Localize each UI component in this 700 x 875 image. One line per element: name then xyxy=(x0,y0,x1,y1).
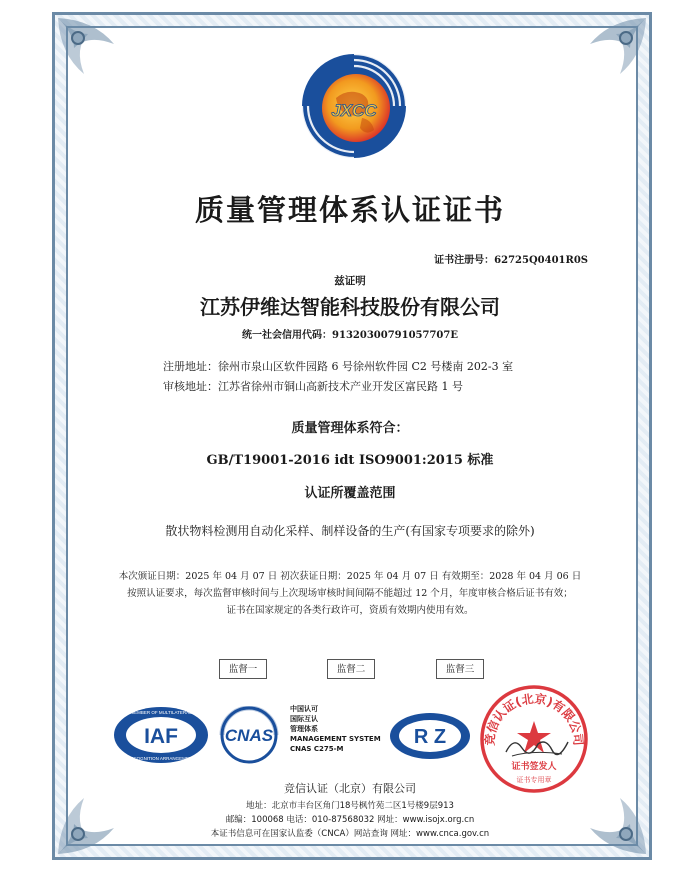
certificate-title: 质量管理体系认证证书 xyxy=(194,193,505,227)
rz-label: R Z xyxy=(413,726,447,748)
iaf-badge xyxy=(112,705,210,765)
footer-contact: 邮编：100068 电话：010-87568032 网址：www.isojx.org.cn xyxy=(225,815,475,825)
conformity-label: 质量管理体系符合： xyxy=(291,421,409,436)
seal-bottom-text: 证书专用章 xyxy=(516,776,552,784)
credit-code: 统一社会信用代码：91320300791057707E xyxy=(242,330,458,341)
dates-line: 本次颁证日期：2025 年 04 月 07 日 初次获证日期：2025 年 04 月 07 日 有效期至：2028 年 04 月 06 日 xyxy=(118,571,582,582)
footer-query: 本证书信息可在国家认监委（CNCA）网站查询 网址：www.cnca.gov.cn xyxy=(210,829,490,839)
issuer-name: 竞信认证（北京）有限公司 xyxy=(284,782,416,795)
signature-mark xyxy=(502,730,572,760)
rz-badge xyxy=(388,711,472,761)
corner-ornament-icon xyxy=(586,794,650,858)
audit-address: 审核地址：江苏省徐州市铜山高新技术产业开发区富民路 1 号 xyxy=(163,380,463,393)
notice-line: 证书在国家规定的各类行政许可，资质有效期内使用有效。 xyxy=(226,605,474,616)
cnas-line: 国际互认 xyxy=(290,715,318,723)
logo-text: JXCC xyxy=(331,101,377,120)
corner-ornament-icon xyxy=(586,14,650,78)
validity-block xyxy=(92,568,608,619)
cnas-line: 中国认可 xyxy=(290,705,318,713)
scope-label: 认证所覆盖范围 xyxy=(304,486,396,501)
iaf-top-text: MEMBER OF MULTILATERAL xyxy=(130,710,192,715)
supervision-box-3: 监督三 xyxy=(436,659,484,679)
corner-ornament-icon xyxy=(54,14,118,78)
cnas-badge xyxy=(208,706,290,764)
cnas-accreditation-text xyxy=(290,704,400,754)
cnas-line: MANAGEMENT SYSTEM xyxy=(290,735,381,743)
registered-address: 注册地址：徐州市泉山区软件园路 6 号徐州软件园 C2 号楼南 202-3 室 xyxy=(163,360,514,373)
supervision-box-1: 监督一 xyxy=(219,659,267,679)
attest-label: 兹证明 xyxy=(334,275,366,287)
company-name: 江苏伊维达智能科技股份有限公司 xyxy=(200,295,500,319)
seal-ring-text: 竞信认证(北京)有限公司 xyxy=(482,691,586,747)
jxcc-globe-logo xyxy=(296,48,412,164)
cnas-label: CNAS xyxy=(224,726,274,745)
cnas-line: CNAS C275-M xyxy=(290,745,344,753)
footer-address: 地址：北京市丰台区角门18号枫竹苑二区1号楼9层913 xyxy=(246,801,454,811)
certificate-number: 证书注册号：62725Q0401R0S xyxy=(434,255,588,266)
iaf-label: IAF xyxy=(144,725,178,748)
iaf-bottom-text: RECOGNITION ARRANGEMENT xyxy=(127,756,195,761)
cnas-line: 管理体系 xyxy=(290,725,318,733)
corner-ornament-icon xyxy=(54,794,118,858)
seal-center-text: 证书签发人 xyxy=(511,762,557,772)
notice-line: 按照认证要求，每次监督审核时间与上次现场审核时间间隔不能超过 12 个月，年度审核合格后证书有效； xyxy=(127,588,573,599)
supervision-box-2: 监督二 xyxy=(327,659,375,679)
scope-text: 散状物料检测用自动化采样、制样设备的生产(有国家专项要求的除外) xyxy=(165,524,535,538)
standard-reference: GB/T19001-2016 idt ISO9001:2015 标准 xyxy=(206,453,494,468)
